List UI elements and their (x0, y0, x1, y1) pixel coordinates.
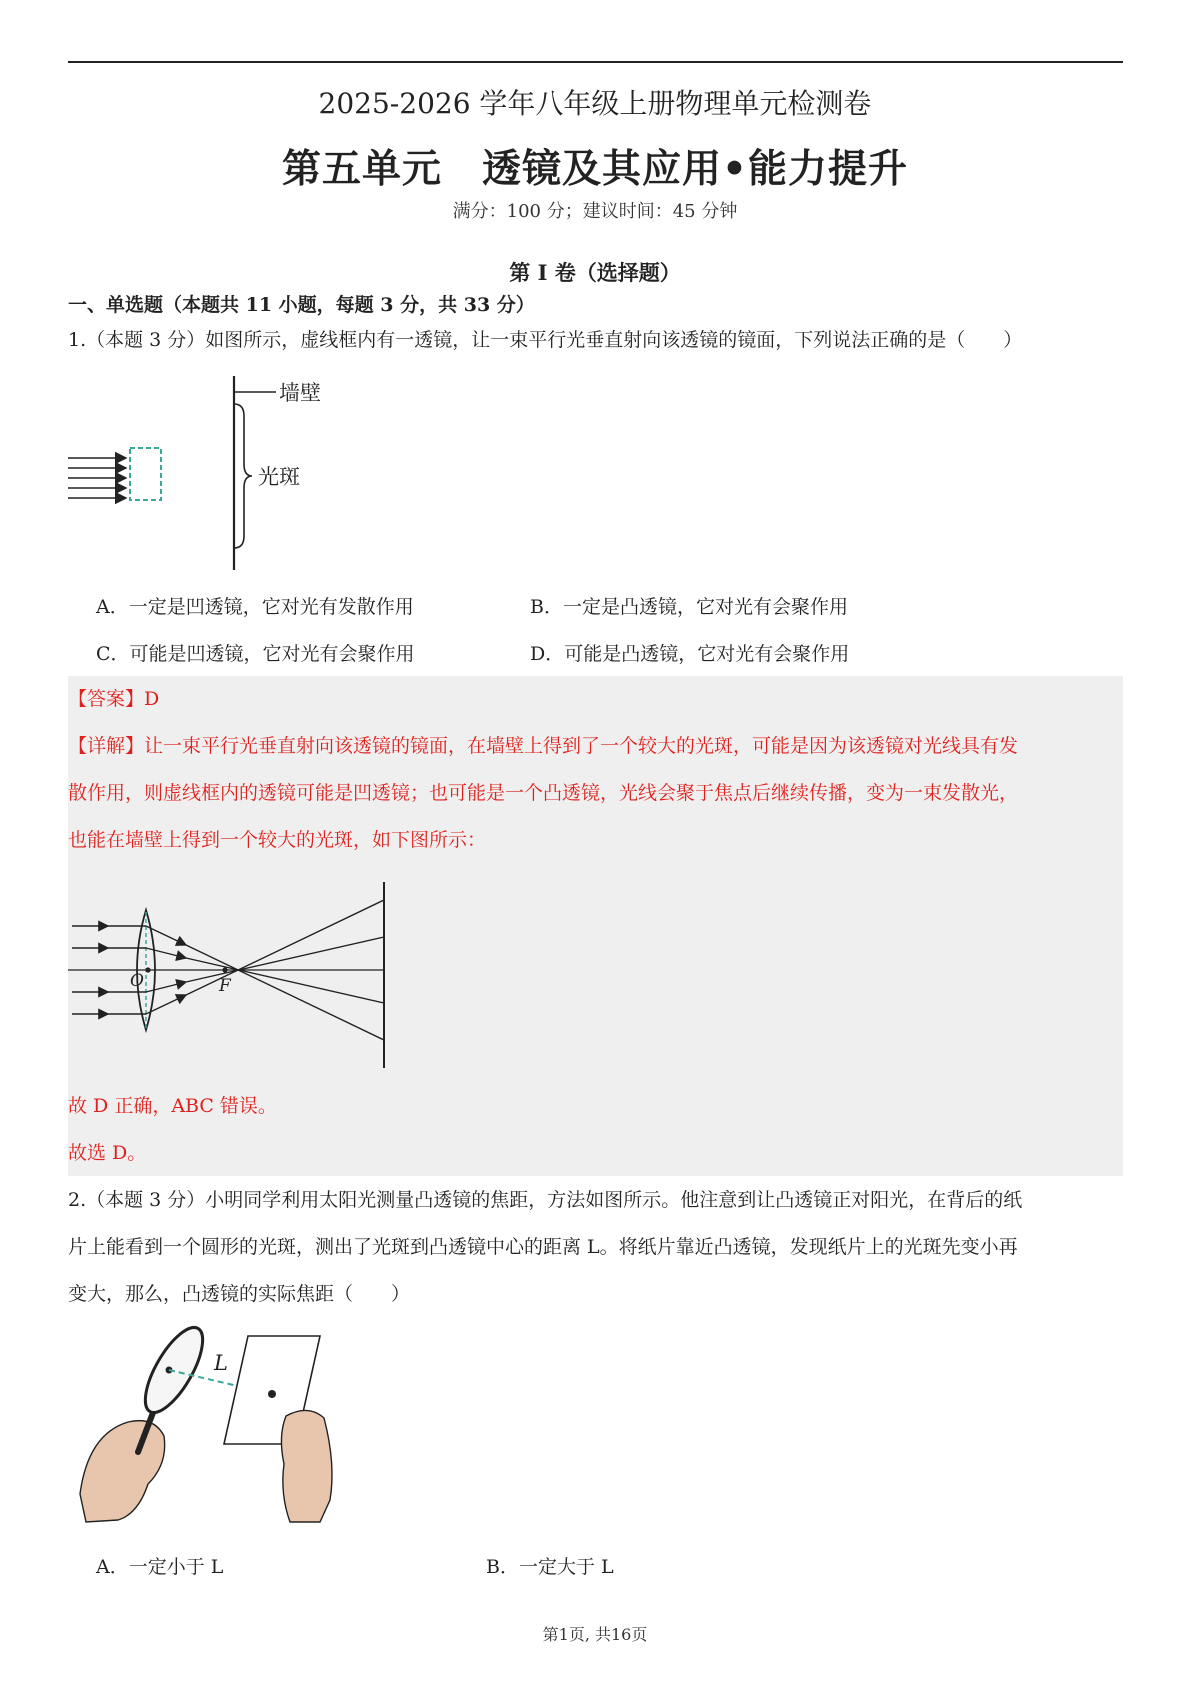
q1-detail-line: 散作用，则虚线框内的透镜可能是凹透镜；也可能是一个凸透镜，光线会聚于焦点后继续传播，变为一束发散光， (68, 782, 1019, 804)
q1-choice: 故选 D。 (68, 1142, 147, 1164)
light-spot-dot (268, 1390, 276, 1398)
right-hand-icon (281, 1410, 332, 1522)
section-heading: 一、单选题（本题共 11 小题，每题 3 分，共 33 分） (68, 294, 535, 316)
q1-stem: 1.（本题 3 分）如图所示，虚线框内有一透镜，让一束平行光垂直射向该透镜的镜面，下列说法正确的是（ ） (68, 329, 1023, 351)
q2-magnifier-figure (68, 1324, 358, 1524)
lens-dashed-box (130, 448, 161, 500)
q1-option-a: A．一定是凹透镜，它对光有发散作用 (96, 596, 414, 618)
left-hand-icon (80, 1421, 165, 1522)
q1-detail-line: 【详解】让一束平行光垂直射向该透镜的镜面，在墙壁上得到了一个较大的光斑，可能是因为该透镜对光线具有发 (68, 735, 1019, 757)
q2-stem-line: 2.（本题 3 分）小明同学利用太阳光测量凸透镜的焦距，方法如图所示。他注意到让凸透镜正对阳光，在背后的纸 (68, 1189, 1023, 1211)
focus-label: F (219, 976, 231, 996)
q1-option-c: C．可能是凹透镜，它对光有会聚作用 (96, 643, 415, 665)
distance-label: L (214, 1351, 228, 1375)
refracted-ray (146, 982, 186, 992)
page-footer: 第1页, 共16页 (542, 1625, 648, 1644)
refracted-ray (146, 948, 186, 958)
center-label: O (130, 971, 144, 991)
q1-option-b: B．一定是凸透镜，它对光有会聚作用 (530, 596, 848, 618)
q1-lens-diagram (68, 880, 388, 1070)
exam-title: 第五单元 透镜及其应用•能力提升 (282, 146, 908, 192)
q1-conclusion: 故 D 正确，ABC 错误。 (68, 1095, 277, 1117)
q1-detail-line: 也能在墙壁上得到一个较大的光斑，如下图所示： (68, 829, 487, 851)
wall-label: 墙壁 (279, 381, 321, 405)
lens-center-dot (145, 967, 150, 972)
q1-option-d: D．可能是凸透镜，它对光有会聚作用 (530, 643, 850, 665)
q2-stem-line: 片上能看到一个圆形的光斑，测出了光斑到凸透镜中心的距离 L。将纸片靠近凸透镜，发现纸片上的光斑先变小再 (68, 1236, 1018, 1258)
q2-option-a: A．一定小于 L (96, 1556, 224, 1578)
q1-answer: 【答案】D (68, 688, 160, 710)
q1-wall-figure (68, 372, 358, 572)
focus-dot (222, 967, 227, 972)
volume-heading: 第 I 卷（选择题） (509, 260, 681, 285)
magnifier-lens (134, 1324, 213, 1421)
top-rule (68, 61, 1123, 63)
spot-brace (234, 404, 252, 548)
exam-subtitle: 2025-2026 学年八年级上册物理单元检测卷 (318, 87, 872, 120)
q2-option-b: B．一定大于 L (486, 1556, 614, 1578)
exam-meta: 满分：100 分；建议时间：45 分钟 (452, 201, 738, 222)
spot-label: 光斑 (258, 465, 300, 489)
q2-stem-line: 变大，那么，凸透镜的实际焦距（ ） (68, 1283, 411, 1305)
